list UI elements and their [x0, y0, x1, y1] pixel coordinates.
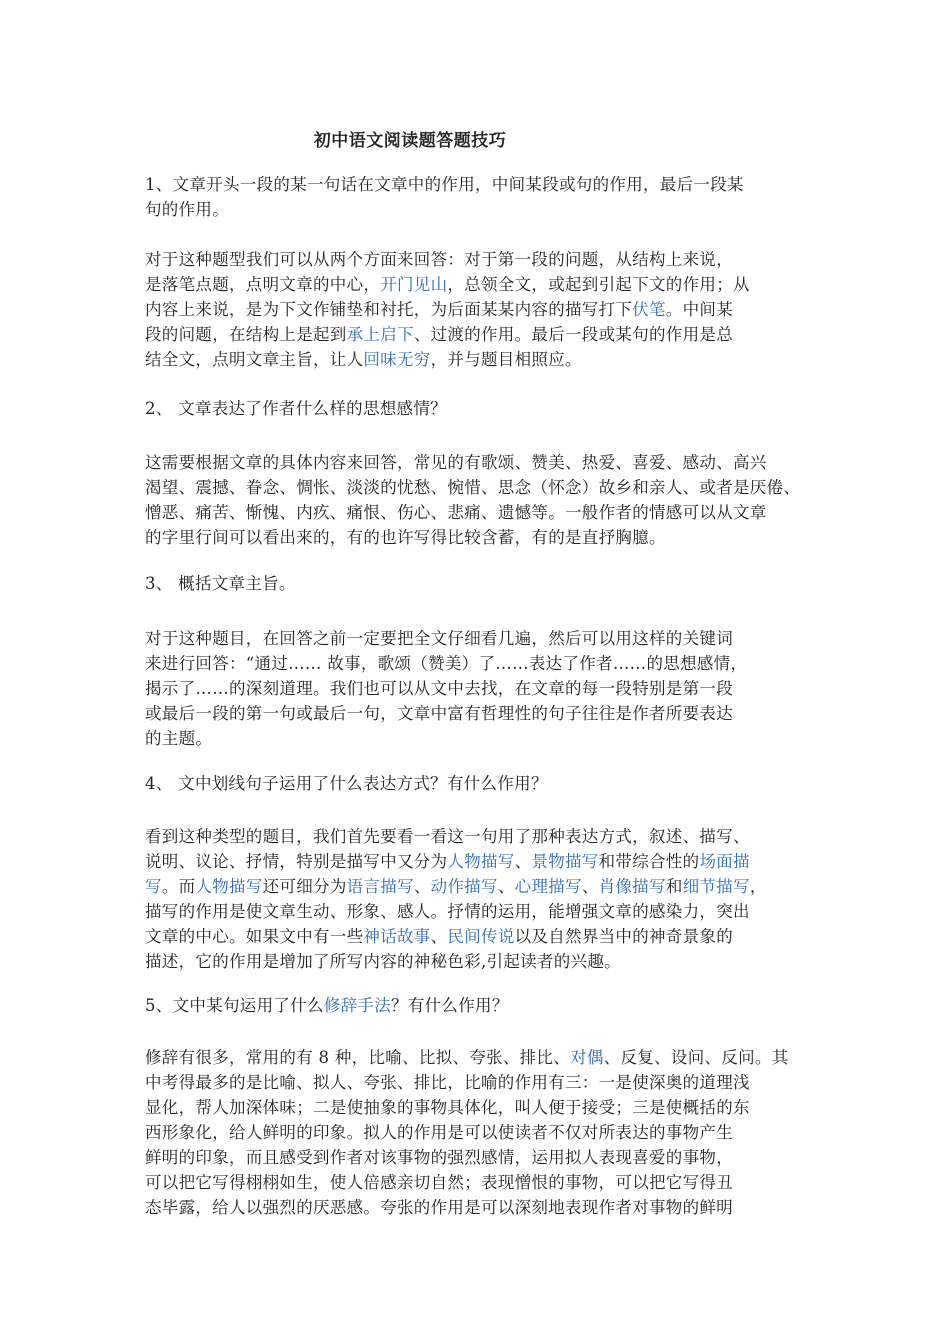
paragraph-line: 2、 文章表达了作者什么样的思想感情？	[145, 399, 447, 418]
paragraph-line: 揭示了……的深刻道理。我们也可以从文中去找，在文章的每一段特别是第一段	[145, 679, 733, 698]
paragraph-line: 3、 概括文章主旨。	[145, 574, 296, 593]
term-link[interactable]: 修辞手法	[323, 996, 392, 1015]
paragraph	[145, 172, 815, 222]
paragraph-line: 5、文中某句运用了什么修辞手法？有什么作用？	[145, 996, 509, 1015]
term-link[interactable]: 人物描写	[195, 877, 263, 896]
paragraph-line: 写。而人物描写还可细分为语言描写、动作描写、心理描写、肖像描写和细节描写，	[145, 877, 767, 896]
paragraph	[145, 626, 815, 751]
term-link[interactable]: 对偶	[570, 1048, 604, 1067]
paragraph	[145, 824, 815, 974]
paragraph-line: 结全文，点明文章主旨，让人回味无穷，并与题目相照应。	[145, 350, 582, 369]
paragraph-line: 可以把它写得栩栩如生，使人倍感亲切自然；表现憎恨的事物，可以把它写得丑	[145, 1173, 733, 1192]
paragraph	[145, 571, 815, 596]
paragraph-line: 1、文章开头一段的某一句话在文章中的作用，中间某段或句的作用，最后一段某	[145, 175, 744, 194]
paragraph-line: 描述，它的作用是增加了所写内容的神秘色彩,引起读者的兴趣。	[145, 952, 621, 971]
paragraph-line: 说明、议论、抒情，特别是描写中又分为人物描写、景物描写和带综合性的场面描	[145, 852, 750, 871]
term-link[interactable]: 伏笔	[632, 300, 666, 319]
paragraph	[145, 993, 815, 1018]
term-link[interactable]: 肖像描写	[598, 877, 666, 896]
document-title: 初中语文阅读题答题技巧	[313, 131, 507, 151]
paragraph-line: 来进行回答：“通过…… 故事，歌颂（赞美）了……表达了作者……的思想感情，	[145, 654, 748, 673]
paragraph-line: 的主题。	[145, 729, 213, 748]
term-link[interactable]: 民间传说	[447, 927, 515, 946]
paragraph	[145, 1045, 815, 1220]
paragraph-line: 的字里行间可以看出来的，有的也许写得比较含蓄，有的是直抒胸臆。	[145, 528, 666, 547]
term-link[interactable]: 景物描写	[531, 852, 599, 871]
paragraph-line: 或最后一段的第一句或最后一句，文章中富有哲理性的句子往往是作者所要表达	[145, 704, 733, 723]
paragraph-line: 对于这种题型我们可以从两个方面来回答：对于第一段的问题，从结构上来说，	[145, 250, 733, 269]
paragraph	[145, 450, 815, 550]
paragraph-line: 句的作用。	[145, 200, 229, 219]
paragraph-line: 对于这种题目，在回答之前一定要把全文仔细看几遍，然后可以用这样的关键词	[145, 629, 733, 648]
paragraph-line: 修辞有很多，常用的有 8 种，比喻、比拟、夸张、排比、对偶、反复、设问、反问。其	[145, 1048, 789, 1067]
paragraph-line: 段的问题，在结构上是起到承上启下、过渡的作用。最后一段或某句的作用是总	[145, 325, 734, 344]
term-link[interactable]: 人物描写	[447, 852, 515, 871]
paragraph	[145, 247, 815, 372]
term-link[interactable]: 回味无穷	[363, 350, 431, 369]
paragraph	[145, 396, 815, 421]
paragraph-line: 是落笔点题，点明文章的中心，开门见山，总领全文，或起到引起下文的作用；从	[145, 275, 750, 294]
paragraph-line: 渴望、震撼、眷念、惆怅、淡淡的忧愁、惋惜、思念（怀念）故乡和亲人、或者是厌倦、	[145, 478, 801, 497]
paragraph-line: 内容上来说，是为下文作铺垫和衬托，为后面某某内容的描写打下伏笔。中间某	[145, 300, 734, 319]
paragraph-line: 鲜明的印象，而且感受到作者对该事物的强烈感情，运用拟人表现喜爱的事物，	[145, 1148, 733, 1167]
paragraph-line: 4、 文中划线句子运用了什么表达方式？有什么作用？	[145, 774, 548, 793]
paragraph-line: 看到这种类型的题目，我们首先要看一看这一句用了那种表达方式，叙述、描写、	[145, 827, 750, 846]
term-link[interactable]: 心理描写	[514, 877, 582, 896]
paragraph-line: 中考得最多的是比喻、拟人、夸张、排比，比喻的作用有三：一是使深奥的道理浅	[145, 1073, 750, 1092]
term-link[interactable]: 动作描写	[430, 877, 498, 896]
term-link[interactable]: 语言描写	[346, 877, 414, 896]
paragraph-line: 显化，帮人加深体味；二是使抽象的事物具体化，叫人便于接受；三是使概括的东	[145, 1098, 750, 1117]
paragraph-line: 态毕露，给人以强烈的厌恶感。夸张的作用是可以深刻地表现作者对事物的鲜明	[145, 1198, 733, 1217]
paragraph-line: 西形象化，给人鲜明的印象。拟人的作用是可以使读者不仅对所表达的事物产生	[145, 1123, 733, 1142]
paragraph-line: 这需要根据文章的具体内容来回答，常见的有歌颂、赞美、热爱、喜爱、感动、高兴	[145, 453, 767, 472]
term-link[interactable]: 承上启下	[346, 325, 414, 344]
paragraph-line: 憎恶、痛苦、惭愧、内疚、痛恨、伤心、悲痛、遗憾等。一般作者的情感可以从文章	[145, 503, 767, 522]
paragraph-line: 文章的中心。如果文中有一些神话故事、民间传说以及自然界当中的神奇景象的	[145, 927, 734, 946]
term-link[interactable]: 细节描写	[682, 877, 750, 896]
paragraph-line: 描写的作用是使文章生动、形象、感人。抒情的运用，能增强文章的感染力，突出	[145, 902, 750, 921]
term-link[interactable]: 写	[145, 877, 162, 896]
term-link[interactable]: 神话故事	[363, 927, 431, 946]
term-link[interactable]: 场面描	[699, 852, 750, 871]
paragraph	[145, 771, 815, 796]
term-link[interactable]: 开门见山	[380, 275, 448, 294]
